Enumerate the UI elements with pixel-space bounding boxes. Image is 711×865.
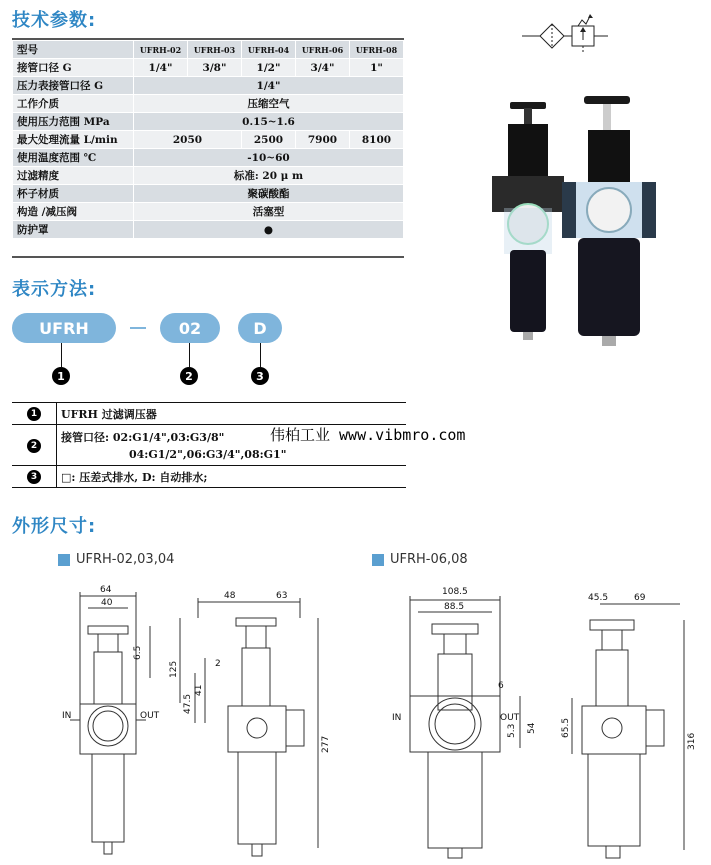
- table-row: [13, 185, 404, 203]
- row-label: 杯子材质: [13, 185, 134, 203]
- dimension-drawings: [0, 578, 711, 865]
- marker-line: [260, 343, 261, 367]
- row-label: 使用压力范围 MPa: [13, 113, 134, 131]
- spec-title: 技术参数:: [12, 10, 97, 31]
- square-bullet-icon: [58, 554, 70, 566]
- row-label: 压力表接管口径 G: [13, 77, 134, 95]
- model-cell: UFRH-08: [350, 41, 404, 59]
- table-row: [13, 131, 404, 149]
- model-cell: UFRH-02: [134, 41, 188, 59]
- table-cell: 3/4": [296, 59, 350, 77]
- dim-label: 316: [687, 732, 697, 750]
- table-cell: 1/2": [242, 59, 296, 77]
- dim-label: 63: [276, 591, 288, 601]
- out-label: OUT: [140, 711, 160, 721]
- dim-label: 48: [224, 591, 236, 601]
- table-cell: 3/8": [188, 59, 242, 77]
- table-cell: ●: [134, 221, 404, 239]
- dim-label: 6.5: [133, 645, 143, 660]
- watermark: 伟柏工业 www.vibmro.com: [270, 426, 466, 444]
- table-cell: -10~60: [134, 149, 404, 167]
- dim-label: 40: [101, 598, 113, 608]
- row-label: 接管口径 G: [13, 59, 134, 77]
- in-label: IN: [62, 711, 72, 721]
- spec-table: [12, 40, 404, 239]
- table-row: [13, 167, 404, 185]
- table-cell: 0.15~1.6: [134, 113, 404, 131]
- dim-label: 5.3: [507, 723, 517, 738]
- dim-label: 64: [100, 585, 112, 595]
- in-label: IN: [392, 713, 402, 723]
- table-row: [13, 203, 404, 221]
- dim-label: 54: [527, 722, 537, 734]
- row-label: 使用温度范围 ℃: [13, 149, 134, 167]
- list-item: [12, 466, 406, 488]
- model-cell: UFRH-03: [188, 41, 242, 59]
- table-row: [13, 77, 404, 95]
- table-row: [13, 113, 404, 131]
- pneumatic-symbol-icon: [520, 8, 610, 56]
- dim-label: 69: [634, 593, 646, 603]
- row-label: 工作介质: [13, 95, 134, 113]
- table-cell: 2500: [242, 131, 296, 149]
- table-row: [13, 149, 404, 167]
- marker-2: 2: [180, 367, 198, 385]
- dim-label: 45.5: [588, 593, 609, 603]
- legend-text: UFRH 过滤调压器: [57, 403, 407, 425]
- product-photo: [480, 90, 680, 350]
- table-cell: 活塞型: [134, 203, 404, 221]
- dash-line: [130, 327, 146, 329]
- row-label: 构造 /减压阀: [13, 203, 134, 221]
- dim-label: 47.5: [183, 693, 193, 714]
- table-cell: 7900: [296, 131, 350, 149]
- dim-label: 41: [194, 684, 204, 696]
- table-cell: 1/4": [134, 77, 404, 95]
- row-label: 最大处理流量 L/min: [13, 131, 134, 149]
- table-cell: 2050: [134, 131, 242, 149]
- dim-label: 108.5: [442, 587, 468, 597]
- notation-title: 表示方法:: [12, 279, 97, 300]
- table-row: [13, 95, 404, 113]
- table-row: [13, 41, 404, 59]
- table-cell: 聚碳酸酯: [134, 185, 404, 203]
- dim-label: 88.5: [444, 602, 465, 612]
- marker-line: [61, 343, 62, 367]
- out-label: OUT: [500, 713, 520, 723]
- port-pill: 02: [160, 313, 220, 343]
- table-bottom-rule: [12, 256, 404, 258]
- dim-label: 6: [498, 681, 504, 691]
- model-cell: UFRH-04: [242, 41, 296, 59]
- table-cell: 1": [350, 59, 404, 77]
- legend-text: □: 压差式排水, D: 自动排水;: [57, 466, 407, 488]
- legend-num: 1: [27, 407, 41, 421]
- marker-line: [189, 343, 190, 367]
- subheading-group1: UFRH-02,03,04: [58, 552, 174, 567]
- row-label: 防护罩: [13, 221, 134, 239]
- square-bullet-icon: [372, 554, 384, 566]
- subheading-group2: UFRH-06,08: [372, 552, 468, 567]
- list-item: [12, 403, 406, 425]
- dim-label: 65.5: [561, 717, 571, 738]
- legend-table: [12, 402, 406, 488]
- code-pill: UFRH: [12, 313, 116, 343]
- table-cell: 标准: 20 μ m: [134, 167, 404, 185]
- legend-num: 3: [27, 470, 41, 484]
- legend-text: 接管口径: 02:G1/4",03:G3/8": [61, 431, 225, 444]
- model-label: 型号: [13, 41, 134, 59]
- table-cell: 8100: [350, 131, 404, 149]
- dim-label: 125: [169, 660, 179, 678]
- row-label: 过滤精度: [13, 167, 134, 185]
- table-cell: 1/4": [134, 59, 188, 77]
- dimensions-title: 外形尺寸:: [12, 516, 97, 537]
- table-row: [13, 221, 404, 239]
- dim-label: 2: [215, 659, 221, 669]
- table-cell: 压缩空气: [134, 95, 404, 113]
- drain-pill: D: [238, 313, 282, 343]
- legend-num: 2: [27, 439, 41, 453]
- marker-3: 3: [251, 367, 269, 385]
- model-cell: UFRH-06: [296, 41, 350, 59]
- legend-text-cont: 04:G1/2",06:G3/4",08:G1": [129, 448, 287, 461]
- dim-label: 277: [321, 735, 331, 753]
- marker-1: 1: [52, 367, 70, 385]
- table-row: [13, 59, 404, 77]
